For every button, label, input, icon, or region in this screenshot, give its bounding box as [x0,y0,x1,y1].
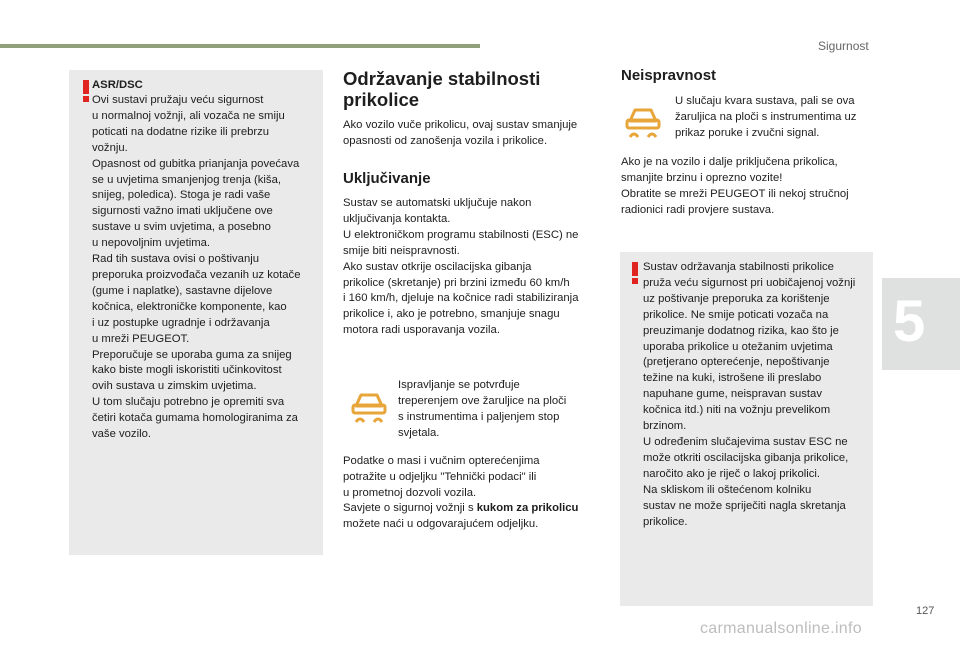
trailer-stability-fault-lamp-icon [622,103,664,143]
trailer-stability-lamp-icon [348,388,390,428]
page-title: Održavanje stabilnosti prikolice [343,68,541,110]
section-title: Sigurnost [818,39,869,53]
advice-prefix: Savjete o sigurnoj vožnji s [343,502,477,514]
advice-suffix: možete naći u odgovarajućem odjeljku. [343,517,539,530]
activation-text: Sustav se automatski uključuje nakon uključivanja kontakta. U elektroničkom programu stabilnosti (ESC) ne smije biti neispravnosti. Ako sustav otkrije oscilacijska gibanja prikolice (skretanje) pri brzini između 60 km/h i 160 km/h, djeluje na kočnice radi stabiliziranja prikolice i, ako je potrebno, smanjuje snagu motora radi usporavanja vozila. [343,197,579,337]
malfunction-text: Ako je na vozilo i dalje priključena prikolica, smanjite brzinu i oprezno vozite! Obratite se mreži PEUGEOT ili nekoj stručnoj radionici radi provjere sustava. [621,156,849,216]
watermark: carmanualsonline.info [700,620,862,637]
intro-text: Ako vozilo vuče prikolicu, ovaj sustav smanjuje opasnosti od zanošenja vozila i prikolice. [343,119,578,147]
towing-info-text: Podatke o masi i vučnim opterećenjima potražite u odjeljku "Tehnički podaci" ili u prometnoj dozvoli vozila. [343,455,540,499]
warning-exclamation-icon [79,80,93,102]
asr-text: Ovi sustavi pružaju veću sigurnost u normalnoj vožnji, ali vozača ne smiju poticati na dodatne rizike ili prebrzu vožnju. Opasnost od gubitka prianjanja povećava se u uvjetima smanjenjog trenja (kiša, snijeg, poledica). Stoga je radi vaše sigurnosti važno imati uključene ove sustave u svim uvjetima, a posebno u nepovoljnim uvjetima. Rad tih sustava ovisi o poštivanju preporuka proizvođača vezanih uz kotače (gume i naplatke), sastavne dijelove kočnica, elektroničke komponente, kao i uz postupke ugradnje i održavanja u mreži PEUGEOT. Preporučuje se uporaba guma za snijeg kako biste mogli iskoristiti učinkovitost ovih sustava u zimskim uvjetima. U tom slučaju potrebno je opremiti sva četiri kotača gumama homologiranima za vaše vozilo. [92,94,301,441]
asr-title: ASR/DSC [92,79,143,91]
chapter-number: 5 [893,289,926,354]
header-accent-bar [0,44,480,48]
advice-text [343,501,608,533]
advice-bold-link: kukom za prikolicu [476,502,579,514]
malfunction-heading: Neispravnost [621,67,717,84]
warning-exclamation-icon [628,262,642,284]
page-number: 127 [916,605,935,617]
malfunction-lamp-note: U slučaju kvara sustava, pali se ova žaruljica na ploči s instrumentima uz prikaz poruke i zvučni signal. [675,95,857,139]
trailer-warning-text: Sustav održavanja stabilnosti prikolice pruža veću sigurnost pri uobičajenoj vožnji uz poštivanje preporuka za korištenje prikolice. Ne smije poticati vozača na preuzimanje dodatnog rizika, kao što je uporaba prikolice u otežanim uvjetima (pretjerano opterećenje, nepoštivanje težine na kuki, istrošene ili preslabo napuhane gume, neispravan sustav kočnica itd.) niti na vožnju prevelikom brzinom. U određenim slučajevima sustav ESC ne može otkriti oscilacijska gibanja prikolice, naročito ako je riječ o lakoj prikolici. Na skliskom ili oštećenom kolniku sustav ne može spriječiti nagla skretanja prikolice. [643,261,856,528]
activation-heading: Uključivanje [343,170,431,187]
activation-lamp-note: Ispravljanje se potvrđuje treperenjem ove žaruljice na ploči s instrumentima i paljenjem stop svjetala. [398,379,567,439]
